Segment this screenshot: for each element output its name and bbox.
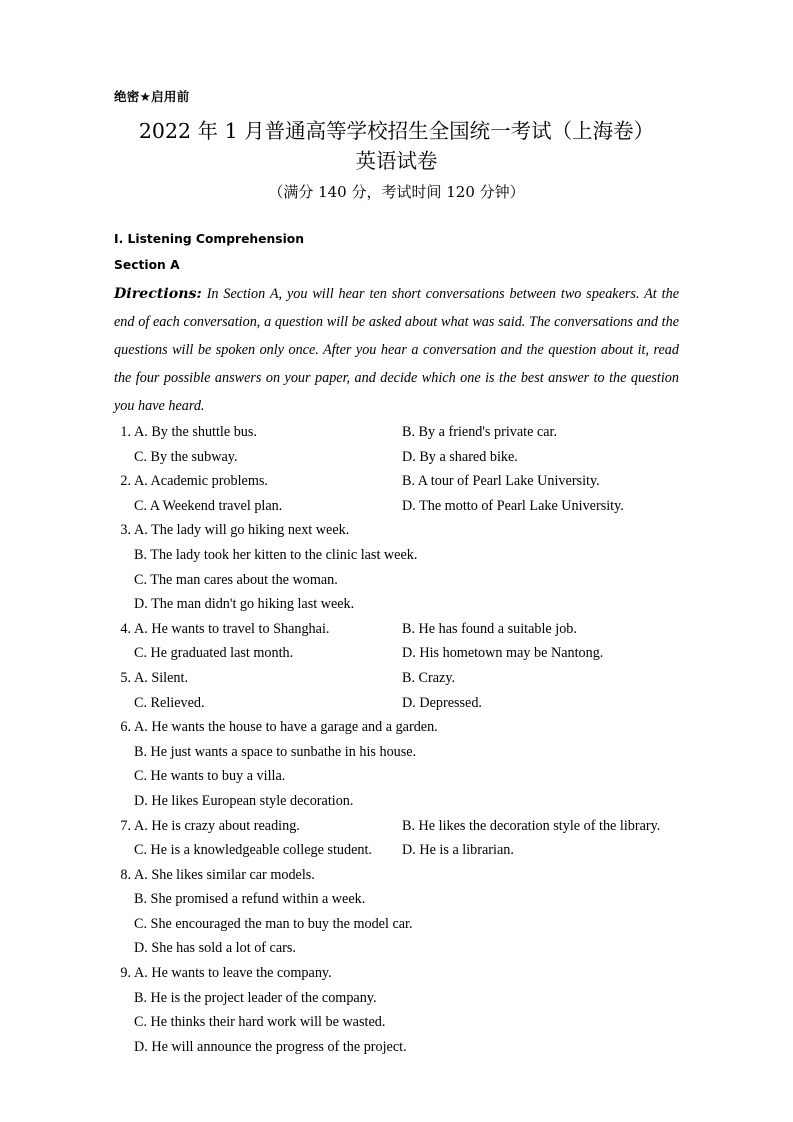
question-number: 9.	[120, 965, 131, 982]
question-number: 4.	[120, 620, 131, 637]
question-number: 1.	[120, 424, 131, 440]
question-option-row	[114, 445, 679, 470]
question-option-row	[114, 494, 679, 519]
question-option[interactable]: B. He just wants a space to sunbathe in his house.	[134, 743, 417, 760]
question-item	[114, 715, 679, 813]
question-option[interactable]: B. He has found a suitable job.	[402, 620, 577, 637]
question-option[interactable]: D. The man didn't go hiking last week.	[134, 596, 355, 613]
exam-score-note: （满分 140 分，考试时间 120 分钟）	[268, 183, 525, 201]
question-item	[114, 814, 679, 863]
question-option[interactable]: C. The man cares about the woman.	[134, 571, 338, 588]
question-list	[114, 420, 679, 1059]
question-option[interactable]: B. He likes the decoration style of the library.	[402, 817, 661, 834]
question-option[interactable]: A. By the shuttle bus.	[134, 424, 257, 440]
question-option[interactable]: B. She promised a refund within a week.	[134, 891, 366, 908]
question-option-row	[114, 912, 679, 937]
question-number: 7.	[120, 817, 131, 834]
question-option[interactable]: C. He thinks their hard work will be wasted.	[134, 1014, 386, 1031]
page-content	[114, 88, 679, 1059]
question-option[interactable]: C. He wants to buy a villa.	[134, 768, 286, 785]
question-option-row	[114, 691, 679, 716]
question-option-row	[114, 887, 679, 912]
question-option-row	[114, 789, 679, 814]
question-item	[114, 863, 679, 961]
question-option[interactable]: B. The lady took her kitten to the clinic last week.	[134, 546, 418, 563]
question-option[interactable]: D. He is a librarian.	[402, 842, 514, 859]
question-option-row	[114, 863, 679, 888]
question-option-row	[114, 641, 679, 666]
question-option[interactable]: D. The motto of Pearl Lake University.	[402, 497, 624, 514]
question-option[interactable]: A. Academic problems.	[134, 473, 268, 490]
section-label-a: Section A	[114, 258, 180, 272]
question-item	[114, 469, 679, 518]
directions-paragraph	[114, 280, 679, 420]
question-number: 6.	[120, 719, 131, 736]
question-option-row	[114, 617, 679, 642]
question-option-row	[114, 469, 679, 494]
question-option-row	[114, 518, 679, 543]
question-option-row	[114, 740, 679, 765]
question-option-row	[114, 592, 679, 617]
question-option[interactable]: A. Silent.	[134, 669, 188, 686]
secret-mark: 绝密★启用前	[114, 89, 190, 104]
question-option[interactable]: C. He is a knowledgeable college student.	[134, 842, 372, 859]
question-option[interactable]: B. Crazy.	[402, 669, 456, 686]
question-option[interactable]: B. A tour of Pearl Lake University.	[402, 473, 600, 490]
question-option[interactable]: A. He wants to leave the company.	[134, 965, 332, 982]
question-option[interactable]: B. He is the project leader of the company.	[134, 989, 377, 1006]
question-option-row	[114, 666, 679, 691]
question-option-row	[114, 420, 679, 445]
question-option[interactable]: C. A Weekend travel plan.	[134, 497, 283, 514]
question-option[interactable]: C. Relieved.	[134, 694, 205, 711]
question-item	[114, 617, 679, 666]
question-option-row	[114, 986, 679, 1011]
part-title-listening-comprehension: I. Listening Comprehension	[114, 232, 305, 246]
page-subtitle: 英语试卷	[355, 149, 438, 173]
question-option[interactable]: A. The lady will go hiking next week.	[134, 522, 350, 539]
question-item	[114, 518, 679, 616]
question-option-row	[114, 715, 679, 740]
question-option-row	[114, 814, 679, 839]
question-option[interactable]: D. He likes European style decoration.	[134, 792, 354, 809]
question-item	[114, 666, 679, 715]
question-option-row	[114, 1035, 679, 1060]
question-option[interactable]: C. By the subway.	[134, 448, 238, 465]
question-number: 5.	[120, 669, 131, 686]
question-option[interactable]: A. He wants to travel to Shanghai.	[134, 620, 330, 637]
question-item	[114, 420, 679, 469]
question-option[interactable]: B. By a friend's private car.	[402, 424, 558, 440]
question-option-row	[114, 543, 679, 568]
question-number: 3.	[120, 522, 131, 539]
question-option[interactable]: D. By a shared bike.	[402, 448, 518, 465]
question-option-row	[114, 1010, 679, 1035]
question-item	[114, 961, 679, 1059]
question-option-row	[114, 838, 679, 863]
question-option-row	[114, 568, 679, 593]
question-option-row	[114, 961, 679, 986]
question-option[interactable]: D. He will announce the progress of the project.	[134, 1038, 407, 1055]
question-option[interactable]: A. He is crazy about reading.	[134, 817, 300, 834]
question-option[interactable]: C. She encouraged the man to buy the model car.	[134, 915, 413, 932]
page-title: 2022 年 1 月普通高等学校招生全国统一考试（上海卷）	[138, 119, 655, 143]
question-number: 8.	[120, 866, 131, 883]
question-option[interactable]: A. She likes similar car models.	[134, 866, 315, 883]
question-option-row	[114, 764, 679, 789]
question-option[interactable]: D. His hometown may be Nantong.	[402, 645, 604, 662]
question-option[interactable]: A. He wants the house to have a garage and a garden.	[134, 719, 438, 736]
question-number: 2.	[120, 473, 131, 490]
question-option[interactable]: D. She has sold a lot of cars.	[134, 940, 296, 957]
question-option[interactable]: D. Depressed.	[402, 694, 482, 711]
question-option-row	[114, 936, 679, 961]
directions-lead-label: Directions:	[114, 286, 202, 302]
question-option[interactable]: C. He graduated last month.	[134, 645, 294, 662]
directions-body-text: In Section A, you will hear ten short conversations between two speakers. At the end of each conversation, a question will be asked about what was said. The conversations and the questions will be spoken only once. After you hear a conversation and the question about it, read the four possible answers on your paper, and decide which one is the best answer to the question you have heard.	[114, 286, 679, 414]
